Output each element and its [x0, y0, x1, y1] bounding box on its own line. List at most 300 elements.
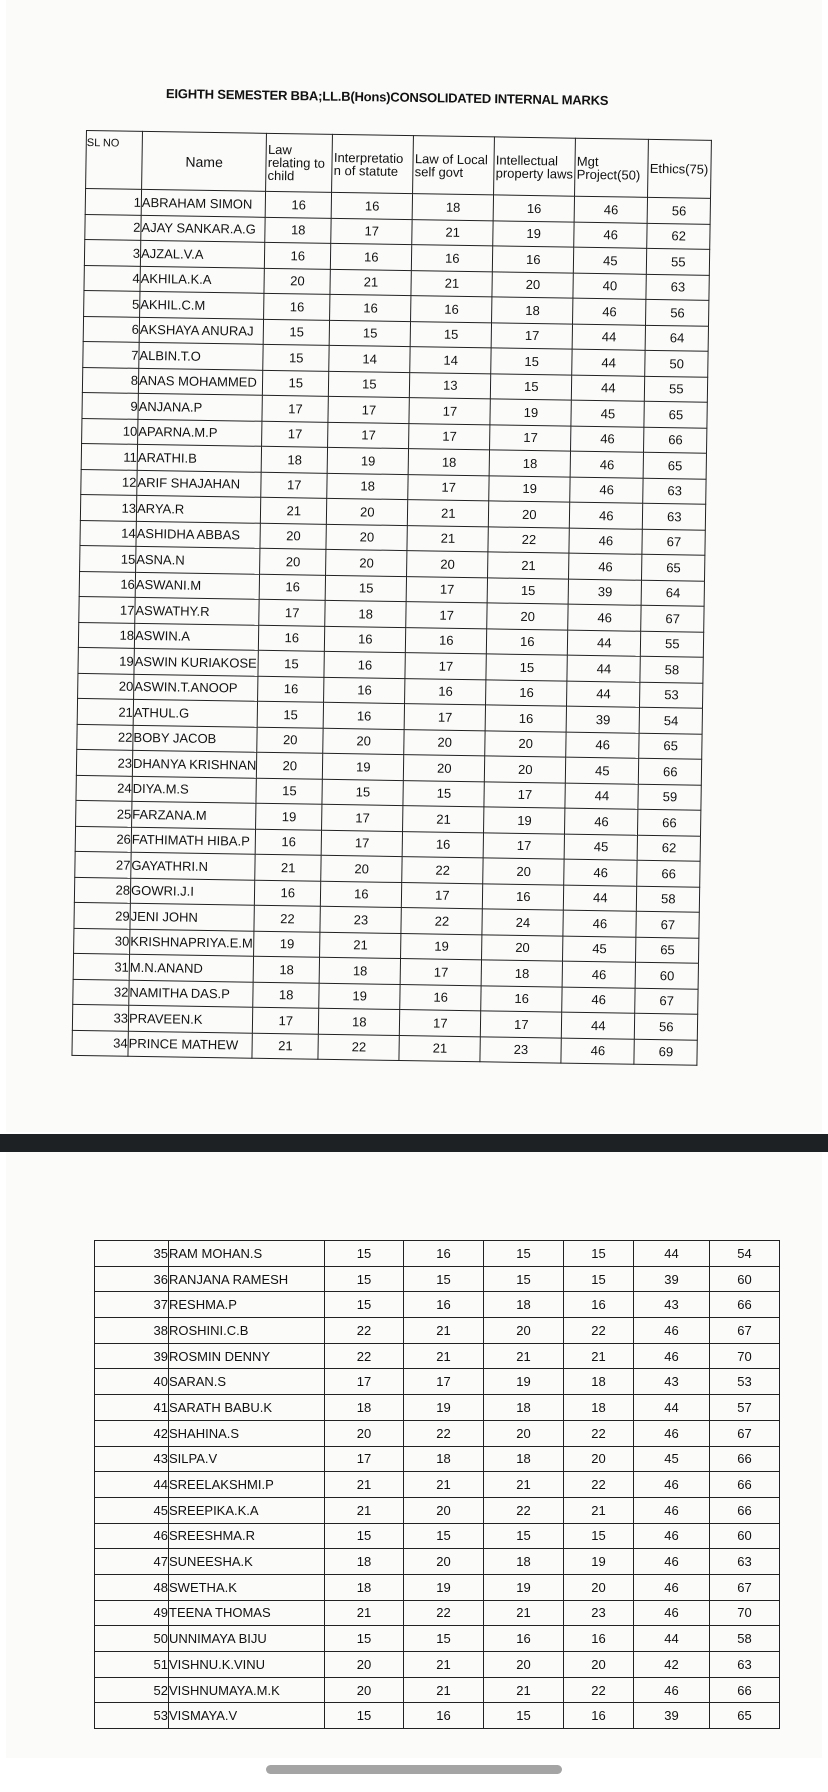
sl-no-cell: 47 [95, 1549, 169, 1575]
law-relating-to-child-cell: 15 [257, 701, 323, 728]
interpretation-of-statute-cell: 21 [404, 1652, 484, 1678]
student-name-cell: ASWIN.A [134, 623, 259, 650]
law-of-local-self-govt-cell: 13 [410, 372, 491, 399]
student-name-cell: AKSHAYA ANURAJ [139, 317, 264, 344]
sl-no-cell: 23 [76, 749, 132, 775]
intellectual-property-laws-cell: 22 [564, 1420, 634, 1446]
interpretation-of-statute-cell: 16 [404, 1703, 484, 1729]
law-of-local-self-govt-cell: 16 [405, 678, 486, 705]
sl-no-cell: 35 [95, 1241, 169, 1267]
sl-no-cell: 30 [74, 928, 130, 954]
student-name-cell: ANJANA.P [138, 393, 263, 420]
mgt-project-cell: 45 [571, 400, 644, 427]
intellectual-property-laws-cell: 18 [481, 960, 562, 987]
interpretation-of-statute-cell: 17 [331, 218, 412, 245]
mgt-project-cell: 44 [565, 783, 638, 810]
student-name-cell: ARYA.R [136, 495, 261, 522]
law-of-local-self-govt-cell: 20 [484, 1420, 564, 1446]
table-row [95, 1343, 780, 1369]
student-name-cell: SREELAKSHMI.P [169, 1472, 325, 1498]
mgt-project-cell: 46 [563, 910, 636, 937]
sl-no-cell: 51 [95, 1652, 169, 1678]
table-row [95, 1420, 780, 1446]
law-relating-to-child-cell: 22 [254, 905, 320, 932]
interpretation-of-statute-cell: 20 [404, 1497, 484, 1523]
mgt-project-cell: 46 [565, 808, 638, 835]
law-of-local-self-govt-cell: 20 [404, 729, 485, 756]
intellectual-property-laws-cell: 17 [484, 781, 565, 808]
student-name-cell: KRISHNAPRIYA.E.M [130, 929, 255, 956]
intellectual-property-laws-cell: 16 [564, 1703, 634, 1729]
student-name-cell: SUNEESHA.K [169, 1549, 325, 1575]
ethics-cell: 55 [645, 376, 708, 402]
law-relating-to-child-cell: 20 [257, 727, 323, 754]
student-name-cell: ROSHINI.C.B [169, 1318, 325, 1344]
mgt-project-cell: 46 [574, 196, 647, 223]
interpretation-of-statute-cell: 17 [322, 804, 403, 831]
interpretation-of-statute-cell: 18 [319, 957, 400, 984]
mgt-project-cell: 46 [562, 961, 635, 988]
sl-no-cell: 17 [79, 596, 135, 622]
sl-no-cell: 12 [81, 469, 137, 495]
student-name-cell: ARIF SHAJAHAN [137, 470, 262, 497]
student-name-cell: ANAS MOHAMMED [138, 368, 263, 395]
ethics-cell: 57 [710, 1395, 780, 1421]
intellectual-property-laws-cell: 16 [485, 705, 566, 732]
law-of-local-self-govt-cell: 15 [484, 1703, 564, 1729]
student-name-cell: M.N.ANAND [129, 954, 254, 981]
sl-no-cell: 48 [95, 1574, 169, 1600]
student-name-cell: SILPA.V [169, 1446, 325, 1472]
header-law-of-local-self-govt: Law of Local self govt [413, 136, 495, 195]
table-row [95, 1703, 780, 1729]
ethics-cell: 63 [710, 1549, 780, 1575]
mgt-project-cell: 43 [634, 1292, 710, 1318]
mgt-project-cell: 46 [634, 1549, 710, 1575]
ethics-cell: 63 [710, 1652, 780, 1678]
law-of-local-self-govt-cell: 19 [484, 1574, 564, 1600]
law-of-local-self-govt-cell: 17 [406, 602, 487, 629]
mgt-project-cell: 39 [566, 706, 639, 733]
student-name-cell: SARATH BABU.K [169, 1395, 325, 1421]
law-of-local-self-govt-cell: 21 [411, 270, 492, 297]
student-name-cell: AJZAL.V.A [140, 240, 265, 267]
ethics-cell: 67 [641, 605, 704, 631]
law-of-local-self-govt-cell: 21 [484, 1343, 564, 1369]
ethics-cell: 70 [710, 1600, 780, 1626]
intellectual-property-laws-cell: 20 [485, 730, 566, 757]
intellectual-property-laws-cell: 20 [482, 934, 563, 961]
student-name-cell: AKHIL.C.M [140, 291, 265, 318]
ethics-cell: 66 [638, 809, 701, 835]
sl-no-cell: 16 [79, 571, 135, 597]
intellectual-property-laws-cell: 20 [492, 271, 573, 298]
law-relating-to-child-cell: 20 [264, 268, 330, 295]
law-of-local-self-govt-cell: 21 [408, 500, 489, 527]
interpretation-of-statute-cell: 14 [329, 345, 410, 372]
mgt-project-cell: 39 [568, 579, 641, 606]
law-of-local-self-govt-cell: 14 [410, 347, 491, 374]
ethics-cell: 54 [710, 1241, 780, 1267]
sl-no-cell: 52 [95, 1677, 169, 1703]
law-of-local-self-govt-cell: 19 [401, 933, 482, 960]
sl-no-cell: 44 [95, 1472, 169, 1498]
table-row [95, 1318, 780, 1344]
ethics-cell: 60 [710, 1266, 780, 1292]
sl-no-cell: 34 [72, 1030, 128, 1056]
mgt-project-cell: 46 [562, 987, 635, 1014]
mgt-project-cell: 46 [571, 426, 644, 453]
student-name-cell: TEENA THOMAS [169, 1600, 325, 1626]
interpretation-of-statute-cell: 20 [404, 1549, 484, 1575]
intellectual-property-laws-cell: 15 [486, 654, 567, 681]
law-of-local-self-govt-cell: 16 [402, 831, 483, 858]
interpretation-of-statute-cell: 21 [330, 269, 411, 296]
mgt-project-cell: 44 [572, 349, 645, 376]
intellectual-property-laws-cell: 24 [482, 909, 563, 936]
law-relating-to-child-cell: 16 [255, 829, 321, 856]
student-name-cell: RESHMA.P [169, 1292, 325, 1318]
mgt-project-cell: 40 [573, 273, 646, 300]
law-of-local-self-govt-cell: 15 [484, 1523, 564, 1549]
intellectual-property-laws-cell: 18 [564, 1369, 634, 1395]
intellectual-property-laws-cell: 17 [490, 424, 571, 451]
law-of-local-self-govt-cell: 17 [405, 653, 486, 680]
interpretation-of-statute-cell: 21 [404, 1318, 484, 1344]
mgt-project-cell: 46 [634, 1677, 710, 1703]
mgt-project-cell: 45 [566, 757, 639, 784]
table-row [95, 1549, 780, 1575]
interpretation-of-statute-cell: 22 [404, 1420, 484, 1446]
intellectual-property-laws-cell: 20 [483, 858, 564, 885]
ethics-cell: 58 [640, 656, 703, 682]
mgt-project-cell: 39 [634, 1266, 710, 1292]
student-name-cell: PRAVEEN.K [128, 1005, 253, 1032]
law-of-local-self-govt-cell: 22 [402, 857, 483, 884]
intellectual-property-laws-cell: 20 [487, 603, 568, 630]
student-name-cell: BOBY JACOB [133, 725, 258, 752]
intellectual-property-laws-cell: 19 [484, 807, 565, 834]
law-relating-to-child-cell: 15 [325, 1292, 404, 1318]
table-row [95, 1574, 780, 1600]
law-relating-to-child-cell: 18 [253, 982, 319, 1009]
ethics-cell: 64 [645, 325, 708, 351]
student-name-cell: ASWANI.M [135, 572, 260, 599]
ethics-cell: 66 [637, 860, 700, 886]
sl-no-cell: 14 [80, 520, 136, 546]
law-of-local-self-govt-cell: 16 [412, 245, 493, 272]
law-of-local-self-govt-cell: 21 [484, 1472, 564, 1498]
interpretation-of-statute-cell: 20 [326, 524, 407, 551]
sl-no-cell: 49 [95, 1600, 169, 1626]
ethics-cell: 67 [642, 529, 705, 555]
student-name-cell: JENI JOHN [130, 903, 255, 930]
intellectual-property-laws-cell: 15 [564, 1523, 634, 1549]
intellectual-property-laws-cell: 19 [564, 1549, 634, 1575]
student-name-cell: ABRAHAM SIMON [141, 189, 266, 216]
mgt-project-cell: 46 [570, 451, 643, 478]
intellectual-property-laws-cell: 22 [488, 526, 569, 553]
interpretation-of-statute-cell: 20 [321, 855, 402, 882]
sl-no-cell: 41 [95, 1395, 169, 1421]
law-of-local-self-govt-cell: 17 [400, 1010, 481, 1037]
sl-no-cell: 4 [84, 265, 140, 291]
sl-no-cell: 43 [95, 1446, 169, 1472]
interpretation-of-statute-cell: 15 [404, 1523, 484, 1549]
law-relating-to-child-cell: 15 [263, 370, 329, 397]
mgt-project-cell: 44 [562, 1012, 635, 1039]
sl-no-cell: 42 [95, 1420, 169, 1446]
interpretation-of-statute-cell: 18 [404, 1446, 484, 1472]
law-of-local-self-govt-cell: 16 [400, 984, 481, 1011]
ethics-cell: 67 [635, 988, 698, 1014]
table-row [95, 1266, 780, 1292]
law-relating-to-child-cell: 15 [258, 650, 324, 677]
law-relating-to-child-cell: 19 [254, 931, 320, 958]
student-name-cell: FARZANA.M [132, 801, 257, 828]
interpretation-of-statute-cell: 16 [323, 702, 404, 729]
interpretation-of-statute-cell: 19 [404, 1395, 484, 1421]
law-relating-to-child-cell: 17 [253, 1007, 319, 1034]
ethics-cell: 66 [710, 1677, 780, 1703]
law-relating-to-child-cell: 15 [263, 344, 329, 371]
intellectual-property-laws-cell: 19 [490, 399, 571, 426]
intellectual-property-laws-cell: 20 [564, 1446, 634, 1472]
sl-no-cell: 25 [76, 800, 132, 826]
student-name-cell: DHANYA KRISHNAN [132, 750, 257, 777]
intellectual-property-laws-cell: 23 [564, 1600, 634, 1626]
law-relating-to-child-cell: 18 [325, 1574, 404, 1600]
mgt-project-cell: 46 [634, 1523, 710, 1549]
header-law-relating-to-child: Law relating to child [266, 133, 333, 192]
interpretation-of-statute-cell: 22 [404, 1600, 484, 1626]
mgt-project-cell: 46 [561, 1038, 634, 1065]
sl-no-cell: 11 [81, 443, 137, 469]
ethics-cell: 63 [643, 503, 706, 529]
interpretation-of-statute-cell: 17 [321, 830, 402, 857]
sl-no-cell: 22 [77, 724, 133, 750]
header-sl-no: SL NO [86, 131, 143, 190]
mgt-project-cell: 46 [634, 1420, 710, 1446]
header-name: Name [142, 131, 267, 191]
law-relating-to-child-cell: 15 [325, 1626, 404, 1652]
student-name-cell: ROSMIN DENNY [169, 1343, 325, 1369]
student-name-cell: SARAN.S [169, 1369, 325, 1395]
sl-no-cell: 10 [82, 418, 138, 444]
law-relating-to-child-cell: 16 [259, 625, 325, 652]
student-name-cell: APARNA.M.P [138, 419, 263, 446]
intellectual-property-laws-cell: 20 [564, 1574, 634, 1600]
law-of-local-self-govt-cell: 22 [484, 1497, 564, 1523]
law-of-local-self-govt-cell: 16 [406, 627, 487, 654]
mgt-project-cell: 44 [634, 1626, 710, 1652]
intellectual-property-laws-cell: 21 [488, 552, 569, 579]
law-of-local-self-govt-cell: 16 [484, 1626, 564, 1652]
law-of-local-self-govt-cell: 15 [484, 1241, 564, 1267]
ethics-cell: 65 [639, 733, 702, 759]
student-name-cell: PRINCE MATHEW [128, 1031, 253, 1058]
law-relating-to-child-cell: 21 [325, 1497, 404, 1523]
ethics-cell: 66 [639, 758, 702, 784]
interpretation-of-statute-cell: 16 [324, 651, 405, 678]
interpretation-of-statute-cell: 17 [328, 396, 409, 423]
interpretation-of-statute-cell: 20 [323, 728, 404, 755]
interpretation-of-statute-cell: 16 [404, 1241, 484, 1267]
interpretation-of-statute-cell: 21 [404, 1677, 484, 1703]
sl-no-cell: 53 [95, 1703, 169, 1729]
mgt-project-cell: 46 [569, 528, 642, 555]
student-name-cell: ASWATHY.R [135, 597, 260, 624]
marks-table-page-2 [94, 1240, 780, 1729]
mgt-project-cell: 44 [634, 1241, 710, 1267]
sl-no-cell: 8 [82, 367, 138, 393]
student-name-cell: SREEPIKA.K.A [169, 1497, 325, 1523]
page-divider [0, 1134, 828, 1152]
student-name-cell: ASHIDHA ABBAS [136, 521, 261, 548]
sl-no-cell: 40 [95, 1369, 169, 1395]
intellectual-property-laws-cell: 16 [487, 628, 568, 655]
table-row [95, 1523, 780, 1549]
ethics-cell: 63 [646, 274, 709, 300]
law-relating-to-child-cell: 15 [325, 1241, 404, 1267]
mgt-project-cell: 46 [566, 732, 639, 759]
student-name-cell: SWETHA.K [169, 1574, 325, 1600]
law-relating-to-child-cell: 19 [256, 803, 322, 830]
sl-no-cell: 6 [83, 316, 139, 342]
sl-no-cell: 15 [80, 545, 136, 571]
interpretation-of-statute-cell: 15 [329, 371, 410, 398]
interpretation-of-statute-cell: 19 [404, 1574, 484, 1600]
interpretation-of-statute-cell: 21 [404, 1472, 484, 1498]
table-row [95, 1292, 780, 1318]
mgt-project-cell: 44 [568, 630, 641, 657]
law-of-local-self-govt-cell: 18 [412, 194, 493, 221]
law-of-local-self-govt-cell: 18 [484, 1446, 564, 1472]
law-of-local-self-govt-cell: 21 [399, 1035, 480, 1062]
intellectual-property-laws-cell: 22 [564, 1318, 634, 1344]
interpretation-of-statute-cell: 15 [404, 1626, 484, 1652]
intellectual-property-laws-cell: 18 [492, 297, 573, 324]
law-relating-to-child-cell: 18 [325, 1549, 404, 1575]
law-relating-to-child-cell: 21 [252, 1033, 318, 1060]
table-row [95, 1626, 780, 1652]
law-of-local-self-govt-cell: 18 [408, 449, 489, 476]
law-relating-to-child-cell: 21 [325, 1600, 404, 1626]
intellectual-property-laws-cell: 21 [564, 1343, 634, 1369]
interpretation-of-statute-cell: 23 [320, 906, 401, 933]
law-relating-to-child-cell: 16 [264, 293, 330, 320]
law-relating-to-child-cell: 15 [263, 319, 329, 346]
law-relating-to-child-cell: 22 [325, 1343, 404, 1369]
student-name-cell: SREESHMA.R [169, 1523, 325, 1549]
mgt-project-cell: 44 [572, 375, 645, 402]
intellectual-property-laws-cell: 16 [564, 1292, 634, 1318]
sl-no-cell: 19 [78, 647, 134, 673]
sl-no-cell: 45 [95, 1497, 169, 1523]
home-indicator[interactable] [266, 1765, 562, 1774]
law-of-local-self-govt-cell: 16 [411, 296, 492, 323]
marks-rows-page-2 [95, 1241, 780, 1729]
interpretation-of-statute-cell: 19 [327, 447, 408, 474]
mgt-project-cell: 46 [634, 1600, 710, 1626]
intellectual-property-laws-cell: 16 [481, 985, 562, 1012]
mgt-project-cell: 46 [564, 859, 637, 886]
mgt-project-cell: 46 [573, 298, 646, 325]
law-relating-to-child-cell: 18 [261, 446, 327, 473]
intellectual-property-laws-cell: 18 [489, 450, 570, 477]
intellectual-property-laws-cell: 17 [483, 832, 564, 859]
intellectual-property-laws-cell: 16 [483, 883, 564, 910]
sl-no-cell: 5 [84, 290, 140, 316]
student-name-cell: DIYA.M.S [132, 776, 257, 803]
mgt-project-cell: 46 [634, 1574, 710, 1600]
ethics-cell: 65 [642, 554, 705, 580]
interpretation-of-statute-cell: 17 [328, 422, 409, 449]
ethics-cell: 60 [710, 1523, 780, 1549]
sl-no-cell: 13 [80, 494, 136, 520]
law-of-local-self-govt-cell: 17 [408, 474, 489, 501]
law-relating-to-child-cell: 20 [325, 1652, 404, 1678]
sl-no-cell: 46 [95, 1523, 169, 1549]
intellectual-property-laws-cell: 17 [481, 1011, 562, 1038]
intellectual-property-laws-cell: 19 [489, 475, 570, 502]
document-title: EIGHTH SEMESTER BBA;LL.B(Hons)CONSOLIDATED INTERNAL MARKS [165, 86, 609, 108]
law-of-local-self-govt-cell: 17 [409, 423, 490, 450]
sl-no-cell: 9 [82, 392, 138, 418]
intellectual-property-laws-cell: 15 [564, 1241, 634, 1267]
mgt-project-cell: 46 [634, 1472, 710, 1498]
intellectual-property-laws-cell: 21 [564, 1497, 634, 1523]
table-row [95, 1600, 780, 1626]
header-interpretation-of-statute: Interpretatio n of statute [332, 134, 414, 193]
sl-no-cell: 2 [85, 214, 141, 240]
law-relating-to-child-cell: 16 [265, 242, 331, 269]
mgt-project-cell: 44 [564, 885, 637, 912]
student-name-cell: ATHUL.G [133, 699, 258, 726]
student-name-cell: AJAY SANKAR.A.G [141, 215, 266, 242]
law-relating-to-child-cell: 17 [325, 1369, 404, 1395]
mgt-project-cell: 42 [634, 1652, 710, 1678]
ethics-cell: 67 [636, 911, 699, 937]
sl-no-cell: 38 [95, 1318, 169, 1344]
ethics-cell: 67 [710, 1574, 780, 1600]
student-name-cell: NAMITHA DAS.P [129, 980, 254, 1007]
interpretation-of-statute-cell: 19 [323, 753, 404, 780]
mgt-project-cell: 46 [569, 553, 642, 580]
ethics-cell: 70 [710, 1343, 780, 1369]
sl-no-cell: 3 [84, 239, 140, 265]
sl-no-cell: 7 [83, 341, 139, 367]
intellectual-property-laws-cell: 19 [493, 220, 574, 247]
ethics-cell: 65 [636, 937, 699, 963]
ethics-cell: 66 [710, 1497, 780, 1523]
mgt-project-cell: 45 [634, 1446, 710, 1472]
interpretation-of-statute-cell: 15 [329, 320, 410, 347]
ethics-cell: 56 [646, 299, 709, 325]
interpretation-of-statute-cell: 19 [319, 983, 400, 1010]
law-relating-to-child-cell: 17 [259, 599, 325, 626]
interpretation-of-statute-cell: 17 [404, 1369, 484, 1395]
law-of-local-self-govt-cell: 20 [404, 755, 485, 782]
student-name-cell: ASWIN KURIAKOSE [134, 648, 259, 675]
table-row [95, 1369, 780, 1395]
law-of-local-self-govt-cell: 17 [409, 398, 490, 425]
law-of-local-self-govt-cell: 15 [410, 321, 491, 348]
ethics-cell: 58 [637, 886, 700, 912]
law-relating-to-child-cell: 15 [325, 1523, 404, 1549]
law-relating-to-child-cell: 17 [325, 1446, 404, 1472]
law-of-local-self-govt-cell: 17 [402, 882, 483, 909]
